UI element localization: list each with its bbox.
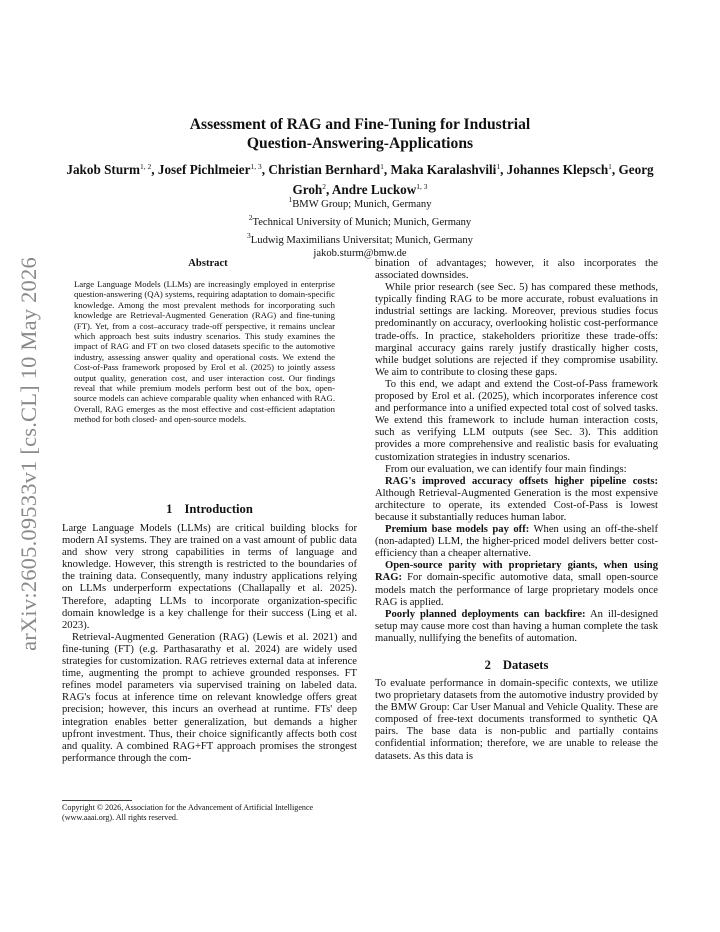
affiliation-line	[60, 229, 660, 247]
title-line-2: Question-Answering-Applications	[246, 135, 474, 152]
intro-paragraph-2: Retrieval-Augmented Generation (RAG) (Lewis et al. 2021) and fine-tuning (FT) (e.g. Parthasarathy et al. 2024) are widely used strategies for customization. RAG retrieves external data at inference time, augmenting the prompt to achieve grounded responses. FT refines model parameters via supervised training on labeled data. RAG's focus at inference time on relevant knowledge offers great precision; however, this incurs an overhead at runtime. FTs' deep integration enables better generalization, but demands a higher upfront investment. Thus, their choice significantly affects both cost and quality. A combined RAG+FT approach promises the strongest performance through the com-	[62, 631, 357, 764]
author-affiliation-marker: 1	[496, 162, 501, 171]
author-affiliation-marker: 2	[322, 182, 327, 191]
author-separator: ,	[326, 182, 332, 197]
footnote-rule	[62, 800, 132, 801]
contact-email: jakob.sturm@bmw.de	[313, 248, 407, 259]
affiliation-block	[60, 193, 660, 260]
finding-1-title: RAG's improved accuracy offsets higher pipeline costs:	[385, 475, 658, 487]
findings-intro-paragraph: From our evaluation, we can identify four main findings:	[385, 463, 627, 475]
author-name: Johannes Klepsch	[506, 162, 609, 177]
affiliation-text: Technical University of Munich; Munich, Germany	[252, 217, 472, 228]
right-column	[375, 258, 658, 763]
affiliation-marker: 2	[248, 213, 253, 222]
affiliation-marker: 1	[288, 195, 293, 204]
finding-4	[375, 609, 658, 645]
affiliation-text: BMW Group; Munich, Germany	[292, 199, 432, 210]
paper-title	[60, 115, 660, 153]
abstract-text: Large Language Models (LLMs) are increasingly employed in enterprise question-answering (QA) systems, requiring adaptation to domain-specific knowledge. Among the most prevalent methods for incorporating such knowledge are Retrieval-Augmented Generation (RAG) and fine-tuning (FT). Yet, from a cost–accuracy trade-off perspective, it remains unclear which approach best suits industry scenarios. This study examines the impact of RAG and FT on two closed datasets specific to the automotive industry, assessing answer quality and operational costs. We extend the Cost-of-Pass framework proposed by Erol et al. (2025) to jointly assess output quality, generation cost, and user interaction cost. Our findings reveal that while premium models perform best out of the box, open-source models can achieve comparable quality when enhanced with RAG. Overall, RAG emerges as the most effective and cost-efficient adaptation method for both closed- and open-source models.	[74, 279, 335, 425]
author-affiliation-marker: 1	[380, 162, 384, 171]
finding-3	[375, 560, 658, 608]
author-affiliation-marker: 1, 3	[250, 162, 262, 171]
affiliation-line	[60, 211, 660, 229]
author-separator: ,	[383, 162, 391, 177]
section-number: 2	[484, 658, 491, 672]
framework-paragraph: To this end, we adapt and extend the Cost-of-Pass framework proposed by Erol et al. (2025), which incorporates inference cost and performance into a unified expected total cost of solved tasks. We extend this framework to include human interaction costs, such as verifying LLM outputs (see Sec. 3). This addition provides a more comprehensive and realistic basis for evaluating customization strategies in industry scenarios.	[375, 378, 658, 463]
author-separator: ,	[151, 162, 158, 177]
finding-1	[375, 476, 658, 524]
finding-2-text: When using an off-the-shelf (non-adapted) LLM, the higher-priced model delivers better cost-efficiency than a cheaper alternative.	[375, 524, 658, 560]
author-separator: ,	[611, 162, 619, 177]
paragraph-continued: bination of advantages; however, it also incorporates the associated downsides.	[375, 258, 658, 282]
intro-paragraph-1: Large Language Models (LLMs) are critical building blocks for modern AI systems. They are trained on a vast amount of public data and show very strong capabilities in terms of language and knowledge. However, this strength is restricted to the boundaries of the training data. Consequently, many industry applications relying on LLMs underperform expectations (Challapally et al. 2025). Therefore, adapting LLMs to incorporate organization-specific domain knowledge is a key challenge for their success (Ling et al. 2023).	[62, 523, 357, 631]
finding-4-text: An ill-designed setup may cause more cost than having a human complete the task manually, nullifying the benefits of automation.	[375, 608, 658, 644]
author-name: Georg Groh	[292, 162, 654, 197]
affiliation-marker: 3	[247, 231, 251, 240]
affiliation-text: Ludwig Maximilians Universitat; Munich, Germany	[250, 235, 473, 246]
affiliation-line	[60, 193, 660, 211]
author-name: Andre Luckow	[331, 182, 417, 197]
author-name: Maka Karalashvili	[390, 162, 497, 177]
author-separator: ,	[500, 162, 507, 177]
section-title: Introduction	[184, 502, 253, 516]
left-column	[62, 502, 357, 765]
author-affiliation-marker: 1	[608, 162, 612, 171]
prior-research-paragraph: While prior research (see Sec. 5) has compared these methods, typically finding RAG to be more accurate, robust evaluations in industrial settings are lacking. Moreover, previous studies focus predominantly on accuracy, overlooking holistic cost-performance trade-offs. In practice, stakeholders prioritize these trade-offs: marginal accuracy gains rarely justify drastically higher costs, while budget solutions are rejected if they compromise usability. We aim to contribute to closing these gaps.	[375, 282, 658, 378]
abstract-heading: Abstract	[188, 258, 228, 269]
author-name: Christian Bernhard	[268, 162, 381, 177]
section-title: Datasets	[502, 658, 549, 672]
finding-3-title: Open-source parity with proprietary giants, when using RAG:	[375, 560, 658, 584]
arxiv-identifier-stamp	[14, 257, 44, 651]
title-line-1: Assessment of RAG and Fine-Tuning for Industrial	[189, 116, 531, 133]
copyright-footnote: Copyright © 2026, Association for the Advancement of Artificial Intelligence (www.aaai.org). All rights reserved.	[62, 803, 314, 823]
author-affiliation-marker: 1, 3	[416, 182, 428, 191]
finding-2-title: Premium base models pay off:	[385, 524, 530, 536]
section-number: 1	[166, 502, 173, 516]
section-heading-introduction	[62, 502, 357, 517]
finding-4-title: Poorly planned deployments can backfire:	[385, 608, 586, 620]
finding-1-text: Although Retrieval-Augmented Generation is the most expensive architecture to operate, its extended Cost-of-Pass is lowest because it substantially reduces human labor.	[375, 487, 658, 523]
author-name: Josef Pichlmeier	[157, 162, 251, 177]
author-affiliation-marker: 1, 2	[140, 162, 152, 171]
author-list	[60, 158, 660, 198]
finding-3-text: For domain-specific automotive data, small open-source models match the performance of large proprietary models once RAG is applied.	[375, 572, 658, 608]
author-name: Jakob Sturm	[66, 162, 140, 177]
arxiv-id: arXiv:2605.09533v1 [cs.CL] 10 May 2026	[16, 257, 41, 651]
datasets-paragraph: To evaluate performance in domain-specific contexts, we utilize two proprietary datasets from the automotive industry provided by the BMW Group: Car User Manual and Vehicle Quality. These are composed of free-text documents transformed to synthetic QA pairs. The base data is non-public and partially contains confidential information; therefore, we are unable to release the datasets. As this data is	[375, 678, 658, 762]
finding-2	[375, 524, 658, 560]
section-heading-datasets	[375, 658, 658, 673]
author-separator: ,	[261, 162, 269, 177]
